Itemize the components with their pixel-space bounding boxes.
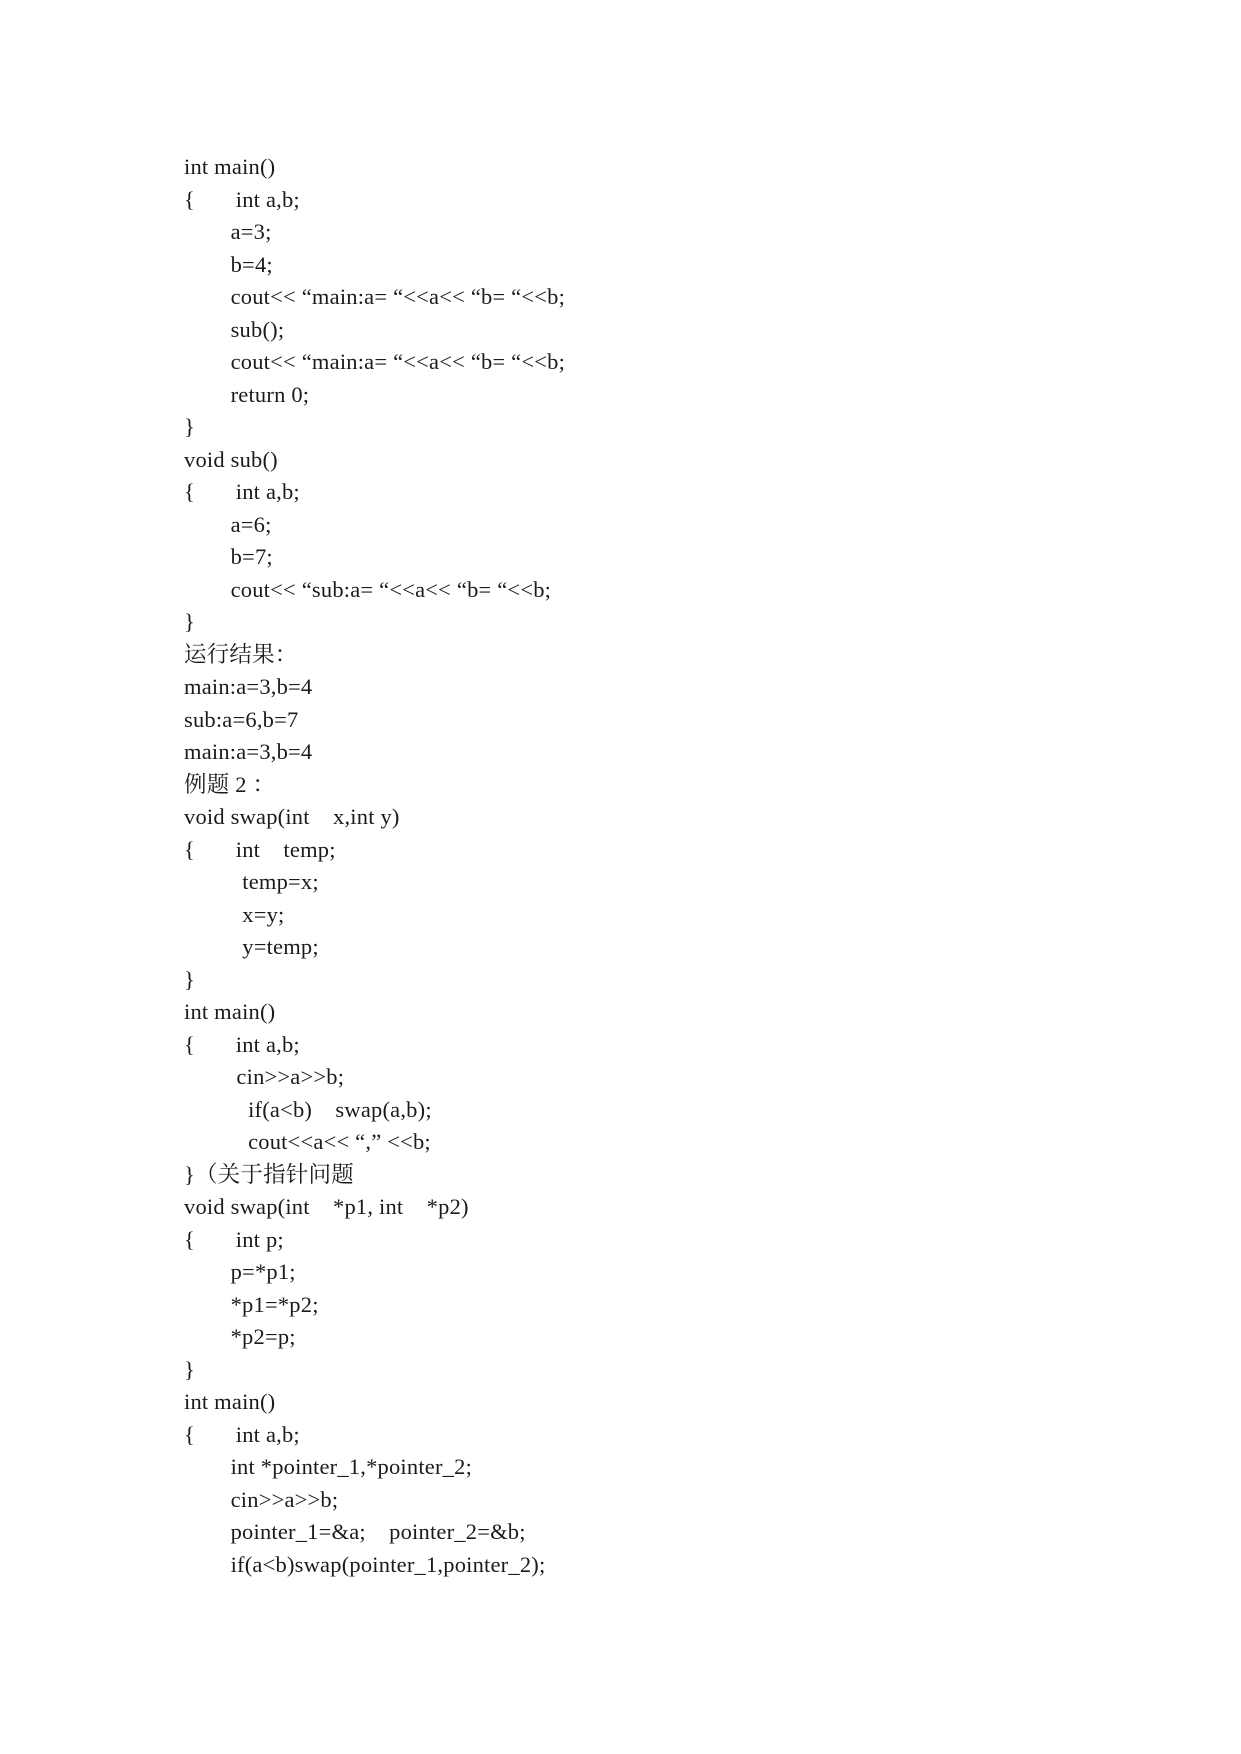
- text-line: b=4;: [184, 251, 273, 277]
- text-line: a=3;: [184, 219, 272, 244]
- text-line: void sub(): [184, 446, 278, 472]
- text-line: a=6;: [184, 511, 272, 537]
- text-line: { int temp;: [184, 836, 336, 862]
- text-line: { int a,b;: [184, 1421, 300, 1447]
- text-line: }: [184, 966, 195, 992]
- text-line: temp=x;: [184, 869, 319, 894]
- text-line: 运行结果：: [184, 641, 298, 667]
- text-line: }: [184, 609, 195, 634]
- text-line: int main(): [184, 999, 276, 1024]
- text-line: }: [184, 414, 195, 439]
- text-line: pointer_1=&a; pointer_2=&b;: [184, 1519, 526, 1544]
- text-line: cout<< “main:a= “<<a<< “b= “<<b;: [184, 284, 566, 309]
- text-line: cout<<a<< “,” <<b;: [184, 1129, 431, 1154]
- text-line: x=y;: [184, 901, 285, 927]
- text-line: *p1=*p2;: [184, 1291, 319, 1317]
- text-line: int main(): [184, 154, 276, 179]
- text-line: void swap(int *p1, int *p2): [184, 1194, 469, 1219]
- text-line: main:a=3,b=4: [184, 739, 313, 764]
- text-line: b=7;: [184, 544, 273, 569]
- text-line: }: [184, 1356, 195, 1382]
- text-line: cout<< “main:a= “<<a<< “b= “<<b;: [184, 349, 566, 374]
- text-line: p=*p1;: [184, 1259, 296, 1284]
- text-line: }（关于指针问题: [184, 1161, 354, 1187]
- text-line: { int p;: [184, 1226, 284, 1252]
- text-line: *p2=p;: [184, 1324, 296, 1349]
- text-line: 例题 2 ：: [184, 771, 276, 797]
- text-line: sub:a=6,b=7: [184, 706, 299, 732]
- text-line: { int a,b;: [184, 479, 300, 504]
- text-line: { int a,b;: [184, 1031, 300, 1057]
- text-line: return 0;: [184, 381, 310, 407]
- text-line: sub();: [184, 316, 285, 342]
- code-document-body: [184, 151, 1201, 1581]
- text-line: int *pointer_1,*pointer_2;: [184, 1454, 473, 1479]
- text-line: if(a<b)swap(pointer_1,pointer_2);: [184, 1551, 546, 1577]
- text-line: cin>>a>>b;: [184, 1064, 345, 1089]
- text-line: cout<< “sub:a= “<<a<< “b= “<<b;: [184, 576, 552, 602]
- text-line: main:a=3,b=4: [184, 674, 313, 699]
- text-line: int main(): [184, 1389, 276, 1414]
- text-line: { int a,b;: [184, 186, 300, 212]
- text-line: y=temp;: [184, 934, 319, 959]
- text-line: void swap(int x,int y): [184, 804, 400, 829]
- text-line: cin>>a>>b;: [184, 1486, 339, 1512]
- text-line: if(a<b) swap(a,b);: [184, 1096, 432, 1122]
